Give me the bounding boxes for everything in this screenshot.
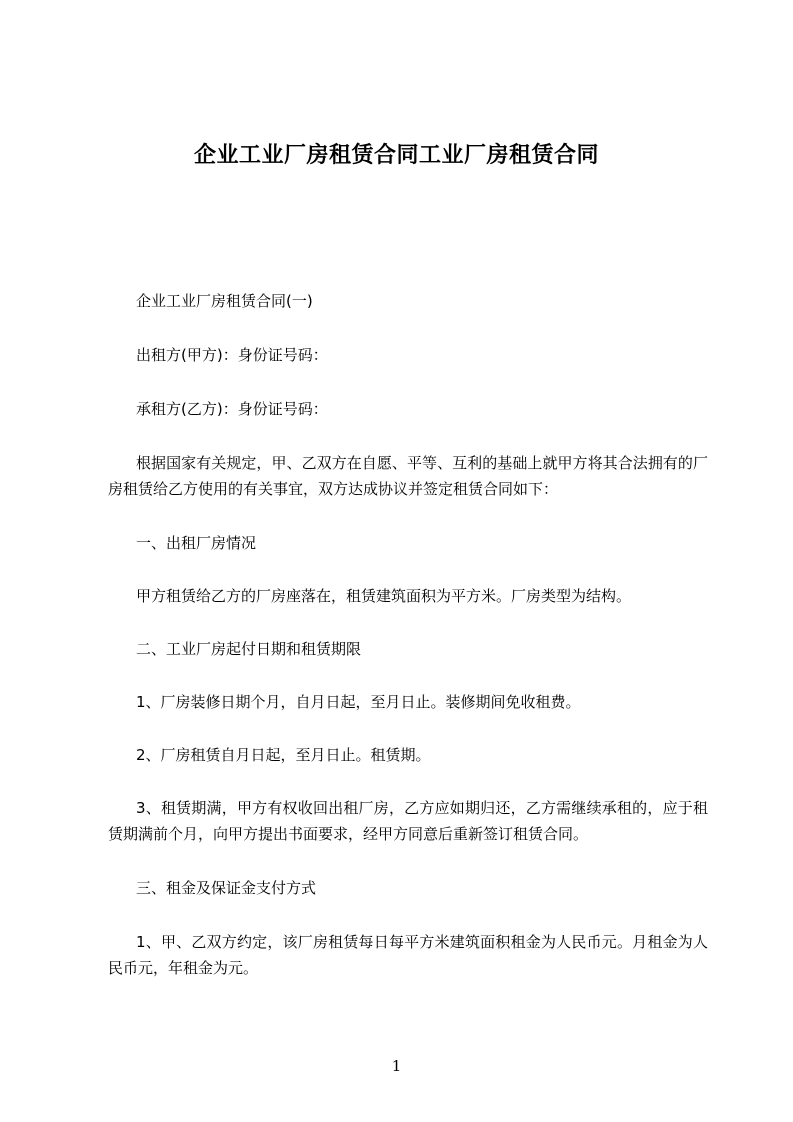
clause-2-2: 2、厂房租赁自月日起，至月日止。租赁期。 [136,746,431,764]
section-heading-3: 三、租金及保证金支付方式 [136,879,317,897]
document-title: 企业工业厂房租赁合同工业厂房租赁合同 [193,143,599,168]
paragraph-property-info: 甲方租赁给乙方的厂房座落在，租赁建筑面积为平方米。厂房类型为结构。 [136,587,632,605]
clause-3-1: 1、甲、乙双方约定，该厂房租赁每日每平方米建筑面积租金为人民币元。月租金为人民币元，年租金为元。 [108,933,708,977]
paragraph-lessor: 出租方(甲方)：身份证号码： [136,346,328,364]
paragraph-contract-heading: 企业工业厂房租赁合同(一) [136,292,313,310]
clause-2-1: 1、厂房装修日期个月，自月日起，至月日止。装修期间免收租费。 [136,693,581,711]
section-heading-1: 一、出租厂房情况 [136,534,257,552]
paragraph-preamble: 根据国家有关规定，甲、乙双方在自愿、平等、互利的基础上就甲方将其合法拥有的厂房租赁给乙方使用的有关事宜，双方达成协议并签定租赁合同如下： [108,454,708,498]
clause-2-3: 3、租赁期满，甲方有权收回出租厂房，乙方应如期归还，乙方需继续承租的，应于租赁期满前个月，向甲方提出书面要求，经甲方同意后重新签订租赁合同。 [108,799,708,843]
section-heading-2: 二、工业厂房起付日期和租赁期限 [136,640,362,658]
paragraph-lessee: 承租方(乙方)：身份证号码： [136,400,328,418]
page-number: 1 [391,1057,402,1075]
